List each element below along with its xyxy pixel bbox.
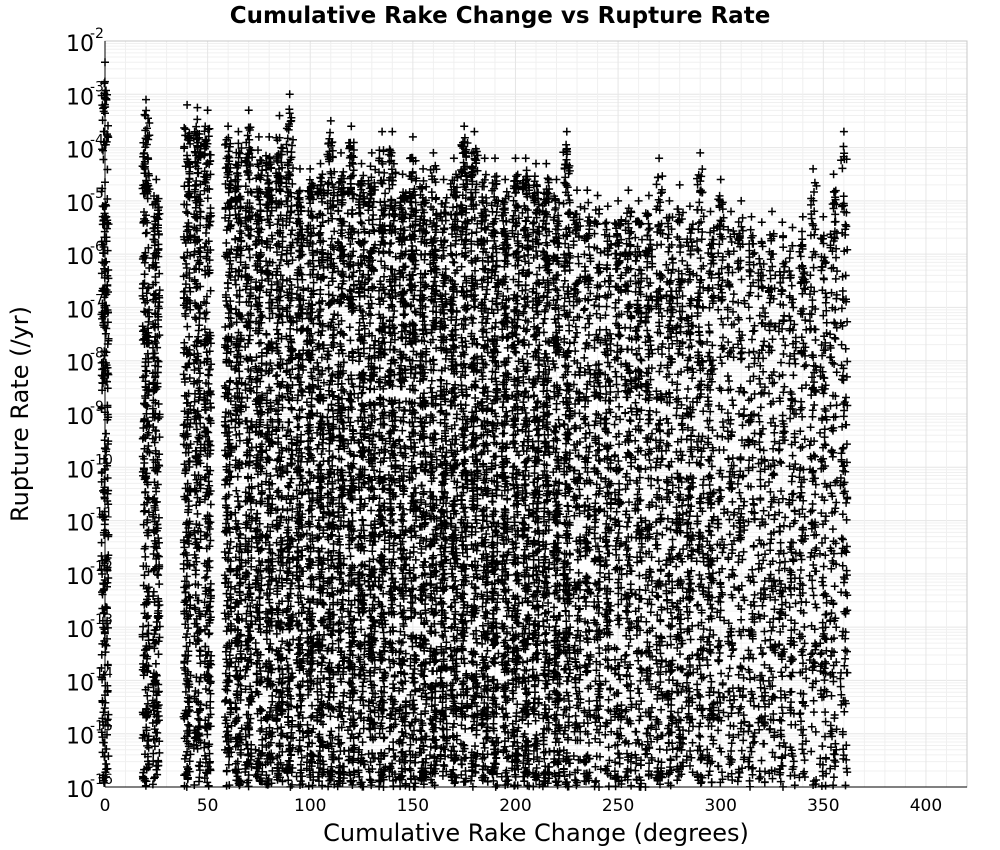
y-tick-exponent: -14 xyxy=(90,665,113,682)
data-point-markers xyxy=(785,224,800,790)
y-tick-base: 10 xyxy=(66,351,94,377)
x-tick-label: 50 xyxy=(196,796,219,816)
data-point-markers xyxy=(416,165,431,788)
y-tick-base: 10 xyxy=(66,138,94,164)
y-tick-exponent: -9 xyxy=(90,399,104,415)
x-tick-label: 300 xyxy=(704,796,737,816)
data-point-markers xyxy=(559,128,574,791)
y-tick-exponent: -5 xyxy=(90,185,104,202)
y-tick-label xyxy=(66,346,104,377)
x-tick-label: 200 xyxy=(499,796,532,816)
scatter-column xyxy=(703,208,718,787)
data-point-markers xyxy=(580,186,595,785)
y-tick-base: 10 xyxy=(66,511,94,537)
y-tick-label xyxy=(66,133,104,164)
y-tick-base: 10 xyxy=(66,245,94,271)
y-tick-exponent: -3 xyxy=(90,79,104,96)
scatter-column xyxy=(559,128,574,791)
y-tick-exponent: -8 xyxy=(90,345,104,362)
x-tick-label: 0 xyxy=(99,796,111,816)
x-tick-labels xyxy=(100,796,943,816)
y-tick-label xyxy=(66,399,104,430)
y-tick-exponent: -2 xyxy=(90,26,104,42)
data-point-markers xyxy=(703,208,718,787)
scatter-column xyxy=(416,165,431,788)
y-tick-label xyxy=(66,239,104,270)
scatter-column xyxy=(806,165,821,789)
scatter-column xyxy=(662,197,677,790)
scatter-column xyxy=(252,133,267,786)
y-tick-exponent: -10 xyxy=(90,452,113,469)
scatter-column xyxy=(621,186,636,789)
y-tick-exponent: -6 xyxy=(90,239,104,256)
scatter-column xyxy=(180,101,195,791)
chart-title: Cumulative Rake Change vs Rupture Rate xyxy=(229,3,771,29)
scatter-column xyxy=(580,186,595,785)
x-tick-label: 400 xyxy=(909,796,943,816)
y-tick-base: 10 xyxy=(66,778,94,803)
data-point-markers xyxy=(662,197,677,790)
scatter-column xyxy=(785,224,800,790)
y-tick-exponent: -12 xyxy=(90,558,113,575)
y-tick-exponent: -4 xyxy=(90,132,104,149)
y-tick-exponent: -11 xyxy=(90,505,113,522)
x-tick-label: 250 xyxy=(601,796,635,816)
data-point-markers xyxy=(252,133,267,786)
x-tick-label: 100 xyxy=(294,796,327,816)
y-tick-base: 10 xyxy=(66,85,94,111)
y-tick-base: 10 xyxy=(66,191,94,217)
y-tick-base: 10 xyxy=(66,671,94,697)
data-point-markers xyxy=(621,186,636,789)
y-axis-label: Rupture Rate (/yr) xyxy=(6,306,34,522)
y-tick-base: 10 xyxy=(66,32,94,57)
data-point-markers xyxy=(180,101,195,791)
y-tick-exponent: -7 xyxy=(90,292,104,309)
x-tick-label: 350 xyxy=(807,796,840,816)
y-tick-exponent: -15 xyxy=(90,718,113,735)
y-tick-label xyxy=(66,26,104,57)
y-tick-base: 10 xyxy=(66,298,94,324)
data-point-markers xyxy=(806,165,821,789)
y-tick-base: 10 xyxy=(66,405,94,430)
y-tick-exponent: -16 xyxy=(90,772,113,788)
y-tick-exponent: -13 xyxy=(90,612,113,629)
x-axis-label: Cumulative Rake Change (degrees) xyxy=(323,819,749,847)
y-tick-base: 10 xyxy=(66,458,94,484)
y-tick-base: 10 xyxy=(66,618,94,644)
y-tick-label xyxy=(66,186,104,217)
y-tick-label xyxy=(66,79,104,110)
x-tick-label: 150 xyxy=(396,796,430,816)
y-tick-base: 10 xyxy=(66,564,94,590)
y-tick-base: 10 xyxy=(66,724,94,750)
